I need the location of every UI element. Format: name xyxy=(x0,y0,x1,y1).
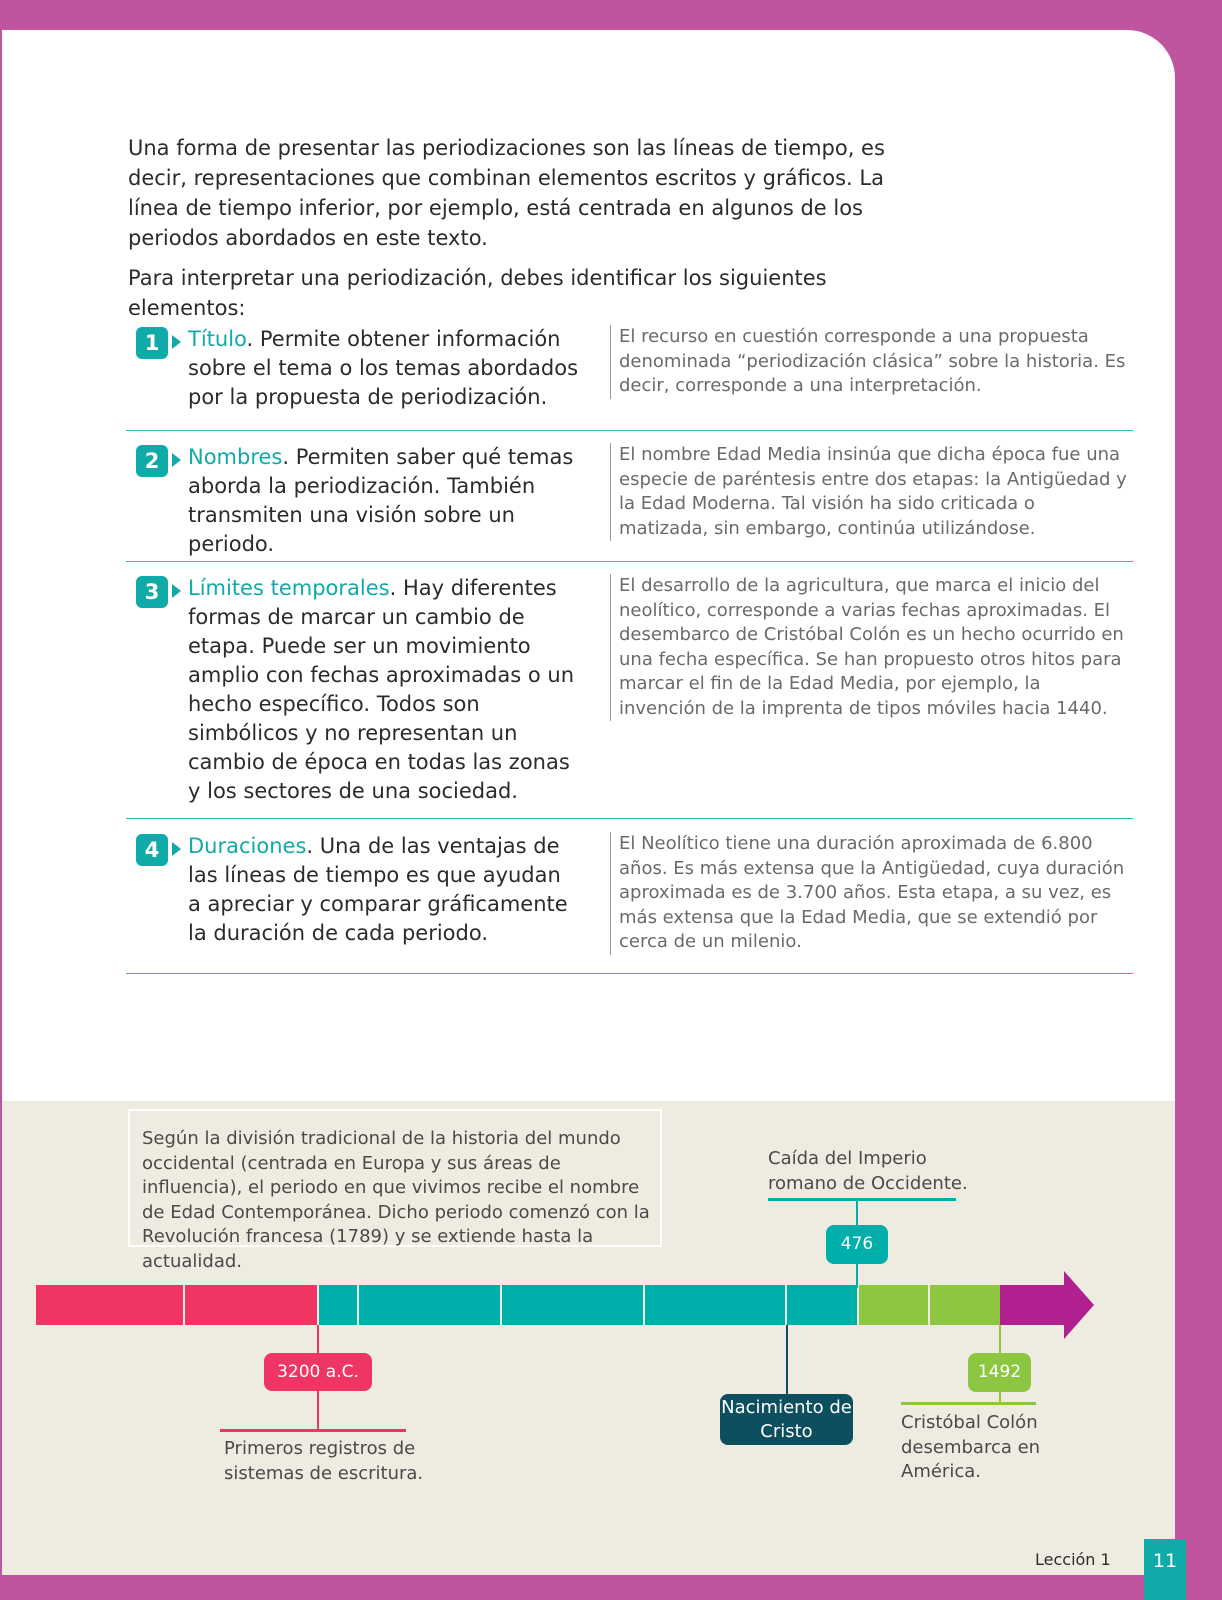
number-badge: 2 xyxy=(136,445,168,477)
event-connector xyxy=(786,1325,788,1395)
element-note: El recurso en cuestión corresponde a una propuesta denominada “periodización clásica” sobre la historia. Es decir, corresponde a una interpretación. xyxy=(610,325,1129,399)
timeline-segment xyxy=(185,1285,317,1325)
row-divider xyxy=(126,818,1133,819)
date-badge-3200: 3200 a.C. xyxy=(264,1353,372,1391)
element-keyword: Título xyxy=(188,327,247,351)
info-box: Según la división tradicional de la historia del mundo occidental (centrada en Europa y sus áreas de influencia), el periodo en que vivimos recibe el nombre de Edad Contemporánea. Dicho periodo comenzó con la Revolución francesa (1789) y se extiende hasta la actualidad. xyxy=(128,1109,662,1247)
timeline-segment xyxy=(787,1285,857,1325)
timeline-segment xyxy=(859,1285,928,1325)
element-text: . Permiten saber qué temas aborda la periodización. También transmiten una visión sobre un periodo. xyxy=(188,445,574,556)
element-description xyxy=(188,832,578,948)
date-badge-1492: 1492 xyxy=(968,1353,1031,1392)
event-underline xyxy=(768,1198,956,1201)
element-keyword: Nombres xyxy=(188,445,283,469)
lesson-label: Lección 1 xyxy=(1035,1550,1111,1569)
timeline-segment xyxy=(319,1285,357,1325)
element-text: . Una de las ventajas de las líneas de tiempo es que ayudan a apreciar y comparar gráficamente la duración de cada periodo. xyxy=(188,834,568,945)
timeline-panel xyxy=(2,1101,1175,1575)
row-divider xyxy=(126,973,1133,974)
element-text: . Hay diferentes formas de marcar un cambio de etapa. Puede ser un movimiento amplio con fechas aproximadas o un hecho específico. Todos son simbólicos y no representan un cambio de época en todas las zonas y los sectores de una sociedad. xyxy=(188,576,574,803)
timeline-segment xyxy=(36,1285,183,1325)
event-label-writing: Primeros registros de sistemas de escritura. xyxy=(224,1438,424,1484)
element-keyword: Límites temporales xyxy=(188,576,390,600)
arrow-icon xyxy=(172,842,181,856)
element-text: . Permite obtener información sobre el tema o los temas abordados por la propuesta de periodización. xyxy=(188,327,579,409)
page-number: 11 xyxy=(1144,1539,1186,1600)
row-divider xyxy=(126,430,1133,431)
event-label-rome: Caída del Imperio romano de Occidente. xyxy=(768,1148,968,1194)
event-underline xyxy=(220,1429,406,1432)
timeline-segment xyxy=(645,1285,785,1325)
element-description xyxy=(188,325,604,412)
event-label-columbus: Cristóbal Colón desembarca en América. xyxy=(901,1412,1041,1482)
timeline-segment xyxy=(1000,1285,1066,1325)
timeline-segment xyxy=(359,1285,500,1325)
timeline-arrow-icon xyxy=(1064,1271,1096,1339)
arrow-icon xyxy=(172,453,181,467)
arrow-icon xyxy=(172,335,181,349)
page xyxy=(2,30,1175,1575)
timeline-segment xyxy=(930,1285,1000,1325)
instruction-paragraph: Para interpretar una periodización, debes identificar los siguientes elementos: xyxy=(128,266,827,320)
number-badge: 3 xyxy=(136,576,168,608)
element-keyword: Duraciones xyxy=(188,834,307,858)
date-badge-476: 476 xyxy=(826,1225,888,1264)
number-badge: 4 xyxy=(136,834,168,866)
element-note: El Neolítico tiene una duración aproximada de 6.800 años. Es más extensa que la Antigüedad, cuya duración aproximada es de 3.700 años. Esta etapa, a su vez, es más extensa que la Edad Media, que se extendió por cerca de un milenio. xyxy=(610,832,1129,955)
element-note: El nombre Edad Media insinúa que dicha época fue una especie de paréntesis entre dos etapas: la Antigüedad y la Edad Moderna. Tal visión ha sido criticada o matizada, sin embargo, continúa utilizándose. xyxy=(610,443,1129,541)
intro-paragraph: Una forma de presentar las periodizaciones son las líneas de tiempo, es decir, representaciones que combinan elementos escritos y gráficos. La línea de tiempo inferior, por ejemplo, está centrada en algunos de los periodos abordados en este texto. xyxy=(128,136,885,250)
element-note: El desarrollo de la agricultura, que marca el inicio del neolítico, corresponde a varias fechas aproximadas. El desembarco de Cristóbal Colón es un hecho ocurrido en una fecha específica. Se han propuesto otros hitos para marcar el fin de la Edad Media, por ejemplo, la invención de la imprenta de tipos móviles hacia 1440. xyxy=(610,574,1129,721)
event-underline xyxy=(901,1402,1036,1405)
element-description xyxy=(188,574,578,806)
number-badge: 1 xyxy=(136,327,168,359)
arrow-icon xyxy=(172,584,181,598)
event-label-christ xyxy=(720,1394,853,1445)
timeline-segment xyxy=(502,1285,643,1325)
element-description xyxy=(188,443,604,559)
event-label-christ-text: Nacimiento de Cristo xyxy=(721,1397,852,1442)
row-divider xyxy=(126,561,1133,562)
